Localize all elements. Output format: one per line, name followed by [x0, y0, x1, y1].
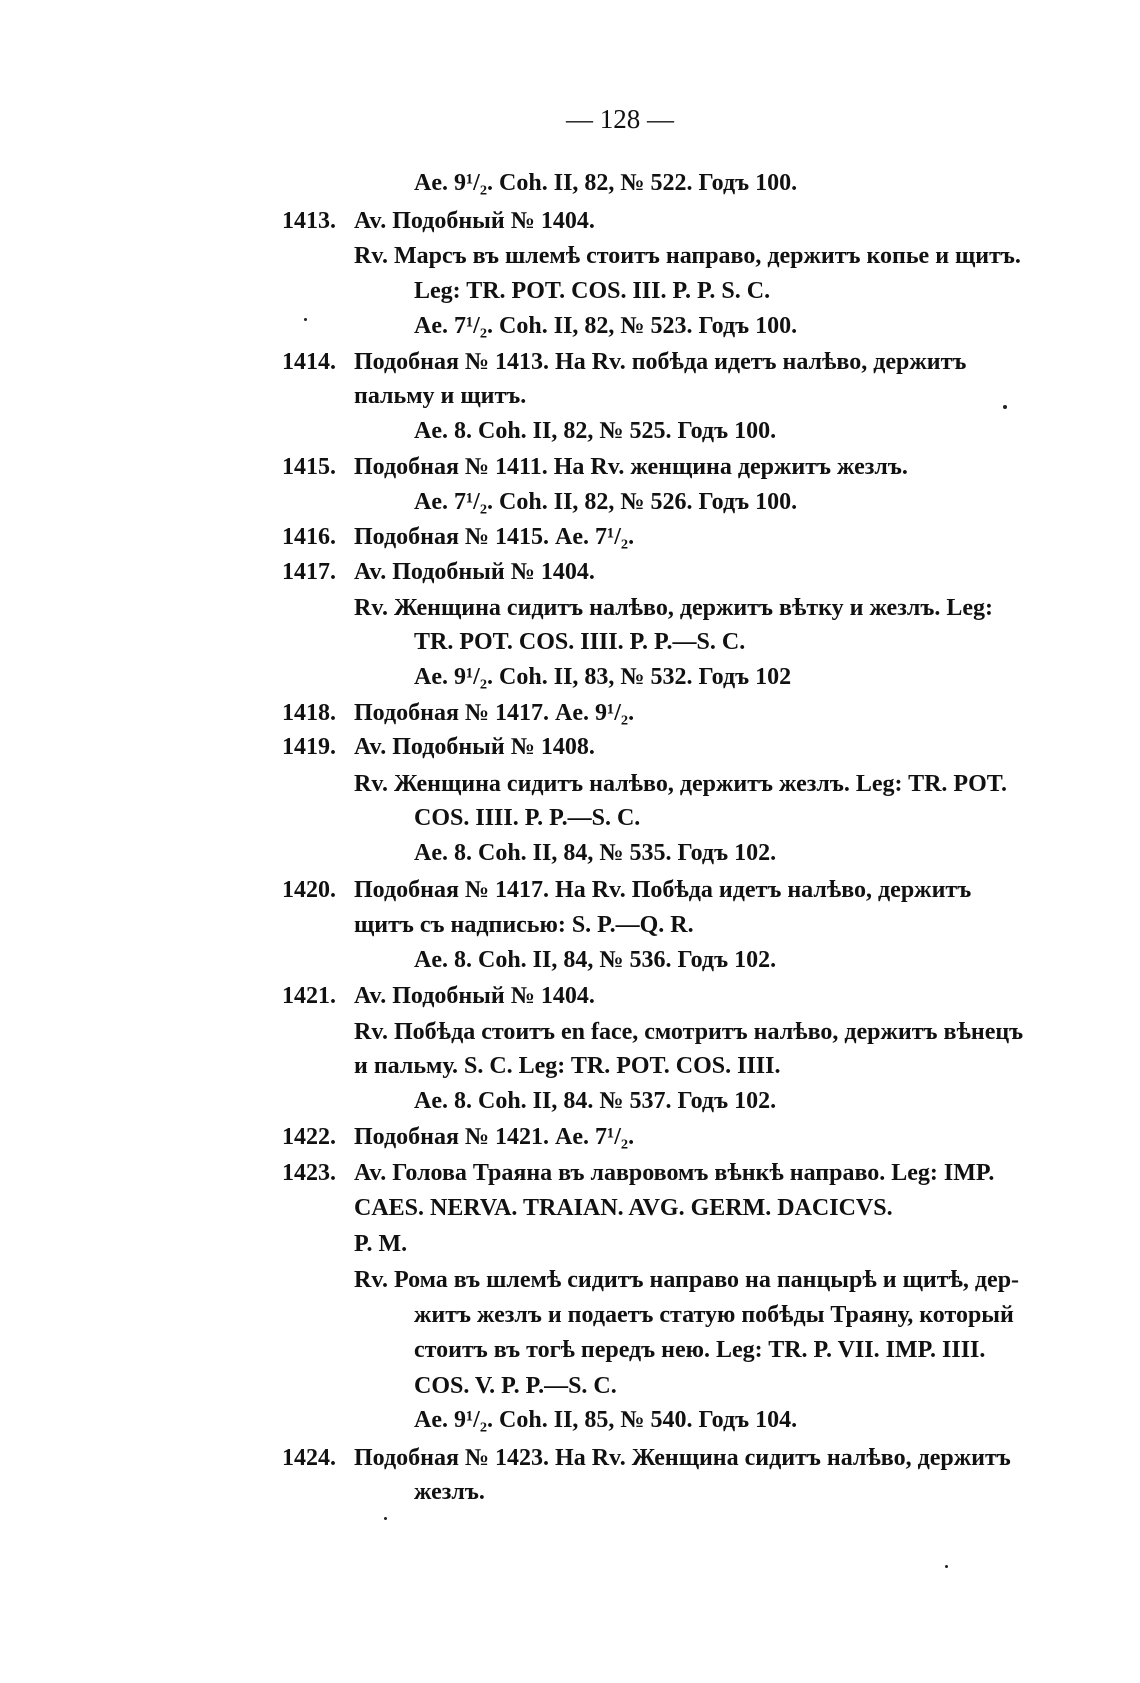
line-text: Rv. Марсъ въ шлемѣ стоитъ направо, держитъ копье и щитъ.: [354, 243, 1021, 269]
continuation-line: [414, 415, 776, 447]
entry-line: [282, 556, 595, 588]
line-text: Подобная № 1421. Ae. 7¹/₂.: [354, 1124, 635, 1150]
line-text: Ae. 7¹/₂. Coh. II, 82, № 526. Годъ 100.: [414, 489, 798, 515]
line-text: Подобная № 1423. На Rv. Женщина сидитъ налѣво, держитъ: [354, 1445, 1011, 1471]
continuation-line: [414, 275, 770, 307]
continuation-line: [354, 592, 993, 624]
line-text: Ae. 9¹/₂. Coh. II, 83, № 532. Годъ 102: [414, 664, 792, 690]
line-text: жезлъ.: [414, 1479, 485, 1505]
entry-number: 1424.: [282, 1445, 336, 1471]
line-text: Rv. Рома въ шлемѣ сидитъ направо на панцырѣ и щитѣ, дер-: [354, 1267, 1020, 1293]
entry-number: 1421.: [282, 983, 336, 1009]
entry-line: [282, 980, 595, 1012]
continuation-line: [414, 661, 791, 693]
continuation-line: [414, 944, 776, 976]
line-text: Av. Подобный № 1404.: [354, 208, 595, 234]
line-text: стоитъ въ тогѣ передъ нею. Leg: TR. P. VII. IMP. IIII.: [414, 1337, 986, 1363]
speck: [945, 1565, 948, 1568]
continuation-line: [354, 1050, 780, 1082]
continuation-line: [354, 1192, 893, 1224]
continuation-line: [354, 1228, 407, 1260]
entry-number: 1422.: [282, 1124, 336, 1150]
line-text: Подобная № 1417. На Rv. Побѣда идетъ налѣво, держитъ: [354, 877, 972, 903]
entry-number: 1420.: [282, 877, 336, 903]
continuation-line: [414, 802, 640, 834]
entry-number: 1423.: [282, 1160, 336, 1186]
continuation-line: [414, 1299, 1014, 1331]
line-text: P. M.: [354, 1231, 408, 1257]
continuation-line: [414, 837, 776, 869]
line-text: Ae. 8. Coh. II, 84, № 535. Годъ 102.: [414, 840, 777, 866]
entry-number: 1414.: [282, 349, 336, 375]
line-text: Подобная № 1411. На Rv. женщина держитъ жезлъ.: [354, 454, 908, 480]
line-text: CAES. NERVA. TRAIAN. AVG. GERM. DACICVS.: [354, 1195, 893, 1221]
entry-number: 1413.: [282, 208, 336, 234]
entry-number: 1417.: [282, 559, 336, 585]
continuation-line: [414, 626, 745, 658]
line-text: Rv. Женщина сидитъ налѣво, держитъ вѣтку и жезлъ. Leg:: [354, 595, 993, 621]
line-text: щитъ съ надписью: S. P.—Q. R.: [354, 912, 694, 938]
continuation-line: [414, 1476, 485, 1508]
continuation-line: [354, 768, 1007, 800]
line-text: Ae. 7¹/₂. Coh. II, 82, № 523. Годъ 100.: [414, 313, 798, 339]
line-text: Av. Подобный № 1404.: [354, 559, 595, 585]
line-text: Ae. 8. Coh. II, 84, № 536. Годъ 102.: [414, 947, 777, 973]
line-text: пальму и щитъ.: [354, 383, 527, 409]
continuation-line: [354, 380, 526, 412]
continuation-line: [354, 1016, 1023, 1048]
continuation-line: [414, 486, 797, 518]
line-text: Ae. 9¹/₂. Coh. II, 82, № 522. Годъ 100.: [414, 170, 798, 196]
line-text: Av. Подобный № 1408.: [354, 734, 595, 760]
line-text: Ae. 8. Coh. II, 84. № 537. Годъ 102.: [414, 1088, 777, 1114]
continuation-line: [354, 240, 1021, 272]
entry-line: [282, 1442, 1011, 1474]
entry-number: 1419.: [282, 734, 336, 760]
line-text: Rv. Побѣда стоитъ en face, смотритъ налѣво, держитъ вѣнецъ: [354, 1019, 1024, 1045]
continuation-line: [414, 1334, 985, 1366]
line-text: COS. V. P. P.—S. C.: [414, 1373, 617, 1399]
entry-number: 1415.: [282, 454, 336, 480]
continuation-line: [414, 167, 797, 199]
entry-number: 1416.: [282, 524, 336, 550]
continuation-line: [414, 1085, 776, 1117]
line-text: COS. IIII. P. P.—S. C.: [414, 805, 641, 831]
speck: [1003, 405, 1007, 409]
entry-number: 1418.: [282, 700, 336, 726]
entry-line: [282, 346, 966, 378]
line-text: Подобная № 1413. На Rv. побѣда идетъ налѣво, держитъ: [354, 349, 967, 375]
line-text: Rv. Женщина сидитъ налѣво, держитъ жезлъ. Leg: TR. POT.: [354, 771, 1007, 797]
line-text: Подобная № 1417. Ae. 9¹/₂.: [354, 700, 635, 726]
entry-line: [282, 521, 634, 553]
continuation-line: [414, 1404, 797, 1436]
speck: [304, 318, 307, 321]
line-text: Ae. 9¹/₂. Coh. II, 85, № 540. Годъ 104.: [414, 1407, 798, 1433]
entry-line: [282, 874, 971, 906]
line-text: Av. Подобный № 1404.: [354, 983, 595, 1009]
continuation-line: [414, 310, 797, 342]
line-text: Подобная № 1415. Ae. 7¹/₂.: [354, 524, 635, 550]
entry-line: [282, 1157, 994, 1189]
entry-line: [282, 1121, 634, 1153]
line-text: житъ жезлъ и подаетъ статую побѣды Траяну, который: [414, 1302, 1014, 1328]
continuation-line: [414, 1370, 617, 1402]
line-text: и пальму. S. C. Leg: TR. POT. COS. IIII.: [354, 1053, 781, 1079]
entry-line: [282, 205, 595, 237]
line-text: TR. POT. COS. IIII. P. P.—S. C.: [414, 629, 746, 655]
page-number: — 128 —: [566, 104, 674, 134]
speck: [384, 1517, 387, 1520]
continuation-line: [354, 909, 694, 941]
entry-line: [282, 697, 634, 729]
line-text: Av. Голова Траяна въ лавровомъ вѣнкѣ направо. Leg: IMP.: [354, 1160, 995, 1186]
line-text: Leg: TR. POT. COS. III. P. P. S. C.: [414, 278, 771, 304]
line-text: Ae. 8. Coh. II, 82, № 525. Годъ 100.: [414, 418, 777, 444]
entry-line: [282, 731, 595, 763]
continuation-line: [354, 1264, 1019, 1296]
entry-line: [282, 451, 908, 483]
